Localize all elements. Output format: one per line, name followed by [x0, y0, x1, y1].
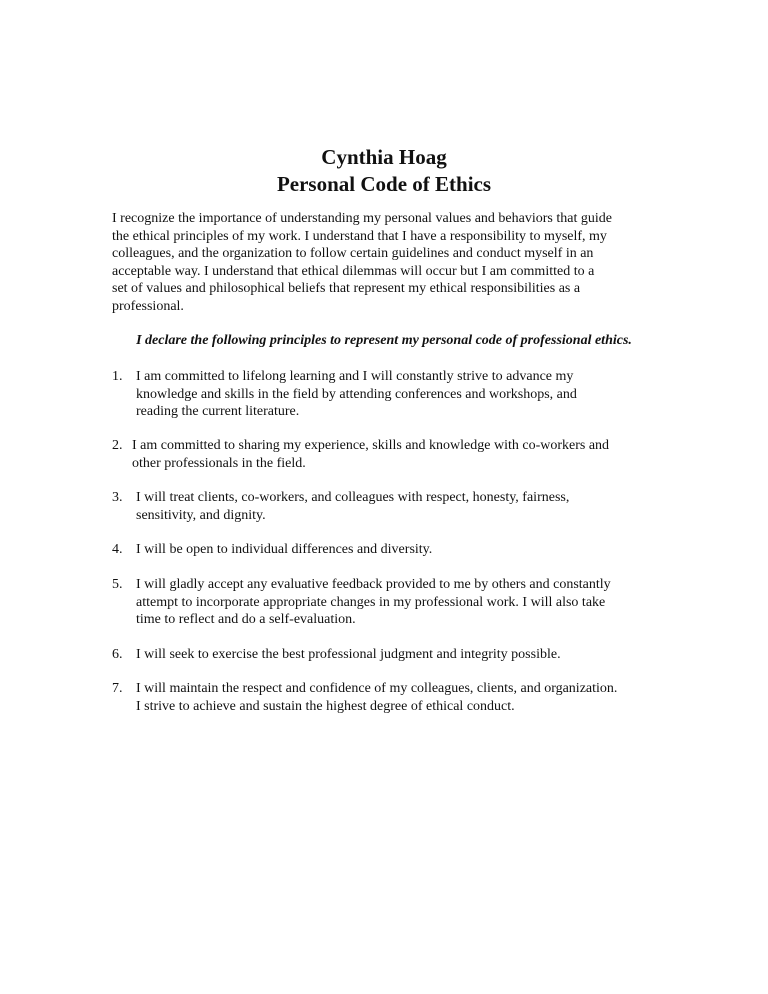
principle-number: 3.	[112, 490, 123, 505]
principle-line: I will maintain the respect and confidence of my colleagues, clients, and organization.	[136, 681, 618, 696]
intro-line: acceptable way. I understand that ethical dilemmas will occur but I am committed to a	[112, 263, 595, 279]
principle-line: attempt to incorporate appropriate changes in my professional work. I will also take	[136, 594, 606, 610]
principle-line: I am committed to lifelong learning and I will constantly strive to advance my	[136, 369, 574, 384]
principle-line: other professionals in the field.	[132, 455, 306, 471]
intro-paragraph	[112, 210, 657, 316]
principle-line: reading the current literature.	[136, 404, 300, 419]
principle-number: 5.	[112, 577, 123, 592]
principle-line: I strive to achieve and sustain the highest degree of ethical conduct.	[136, 698, 515, 714]
principle-number: 6.	[112, 647, 123, 662]
principle-text	[136, 489, 569, 524]
intro-line: set of values and philosophical beliefs that represent my ethical responsibilities as a	[112, 281, 581, 297]
principle-line: I will seek to exercise the best professional judgment and integrity possible.	[136, 647, 561, 662]
intro-line: I recognize the importance of understanding my personal values and behaviors that guide	[112, 211, 612, 226]
document-title: Personal Code of Ethics	[276, 172, 492, 196]
principle-text	[136, 680, 617, 715]
principle-line: I am committed to sharing my experience, skills and knowledge with co-workers and	[132, 438, 610, 453]
principle-line: sensitivity, and dignity.	[136, 507, 266, 523]
principle-number: 4.	[112, 542, 123, 557]
principle-line: I will be open to individual differences and diversity.	[136, 542, 433, 557]
principle-line: knowledge and skills in the field by attending conferences and workshops, and	[136, 386, 577, 402]
principle-text	[136, 541, 432, 559]
principle-text	[136, 646, 561, 664]
author-name: Cynthia Hoag	[321, 145, 447, 169]
principle-line: I will treat clients, co-workers, and colleagues with respect, honesty, fairness,	[136, 490, 570, 505]
intro-line: colleagues, and the organization to follow certain guidelines and conduct myself in an	[112, 246, 594, 262]
principle-number: 7.	[112, 681, 123, 696]
declaration-statement: I declare the following principles to represent my personal code of professional ethics.	[136, 333, 632, 348]
principle-number: 2.	[112, 438, 123, 453]
principle-text	[136, 368, 577, 421]
principle-line: I will gladly accept any evaluative feedback provided to me by others and constantly	[136, 577, 611, 592]
principle-text	[132, 437, 609, 472]
principle-number: 1.	[112, 369, 123, 384]
principle-text	[136, 576, 611, 629]
intro-line: the ethical principles of my work. I understand that I have a responsibility to myself, my	[112, 228, 607, 244]
intro-line: professional.	[112, 298, 184, 314]
principle-line: time to reflect and do a self-evaluation.	[136, 612, 356, 627]
